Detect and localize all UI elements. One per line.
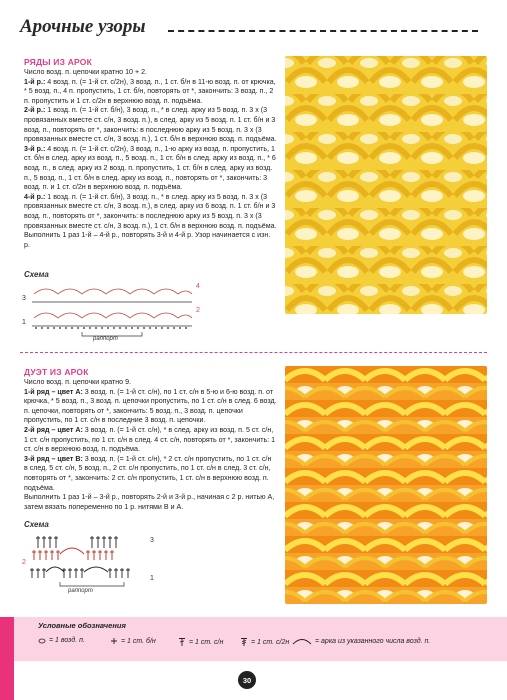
legend-accent-strip [0,617,14,700]
scheme-row-num: 1 [150,575,154,582]
section1-intro: Число возд. п. цепочки кратно 10 + 2. [24,68,147,76]
section2-row-3: 3-й ряд – цвет В: 3 возд. п. (= 1-й ст. с/н), * 2 ст. с/н пропустить, по 1 ст. с/н в след. 5 ст. с/н, 5 возд. п., 2 ст. с/н пропустить, по 1 ст. с/н в след. 3 ст. с/н, повторять от *, закончить: 2 ст. с/н пропустить, 1 ст. с/н в верхнюю возд. п. подъёма. [24,454,272,492]
legend-item-single-crochet: = 1 ст. б/н [110,637,156,645]
title-divider [168,30,478,32]
section1-heading: РЯДЫ ИЗ АРОК [24,57,92,67]
section2-repeat-label: раппорт [68,588,93,594]
section1-row-2: 2-й р.: 1 возд. п. (= 1-й ст. б/н), 3 возд. п., * в след. арку из 5 возд. п. 3 х (3 провязанных вместе ст. с/н, 3 возд. п.), в след. арку из 5 возд. п. 1 ст. б/н и 3 возд. п., повторять от *, закончить: в последнюю арку из 5 возд. п. 3 х (3 провязанных вместе ст. с/н, 3 возд. п.), 1 ст. б/н в верхнюю возд. п. подъёма. [24,106,277,144]
yellow-swatch-photo [285,56,487,314]
scheme-row-num: 2 [196,307,200,314]
legend-item-chain: = 1 возд. п. [38,637,85,644]
orange-swatch-photo [285,366,487,604]
section-divider [20,352,487,353]
section2-scheme-label: Схема [24,520,49,529]
section2-row-2: 2-й ряд – цвет А: 3 возд. п. (= 1-й ст. с/н), * в след. арку из возд. п. 5 ст. с/н, 1 ст. с/н пропустить, по 1 ст. с/н в след. 4 ст. с/н, повторять от *, закончить: 1 ст. с/н в верхнюю возд. п. подъёма. [24,425,276,454]
scheme-row-num: 3 [22,295,26,302]
page-number: 30 [238,671,256,689]
section2-row-1: 1-й ряд – цвет А: 3 возд. п. (= 1-й ст. с/н), по 1 ст. с/н в 5-ю и 6-ю возд. п. от крючка, * 5 возд. п., 3 возд. п. цепочки пропустить, по 1 ст. с/н в след. 6 возд. п. цепочки, повторять от *, закончить: 5 возд. п., 3 возд. п. цепочки пропустить, по 1 ст. с/н в последние 3 возд. п. цепочки. [24,387,277,425]
legend-title: Условные обозначения [38,621,126,630]
page-title: Арочные узоры [20,16,146,37]
section2-outro: Выполнить 1 раз 1-й – 3-й р., повторять 2-й и 3-й р., начиная с 2 р. нитью А, затем вязать попеременно по 1 р. нитями В и А. [24,493,275,511]
scheme-row-num: 1 [22,319,26,326]
section2-heading: ДУЭТ ИЗ АРОК [24,367,89,377]
single-crochet-icon [110,637,118,645]
scheme-row-num: 4 [196,283,200,290]
double-crochet-icon [178,637,186,647]
section2-instructions [24,378,277,512]
section1-repeat-label: раппорт [93,336,118,342]
section1-row-1: 1-й р.: 4 возд. п. (= 1-й ст. с/2н), 3 возд. п., 1 ст. б/н в 11-ю возд. п. от крючка, * 5 возд. п., 4 п. пропустить, 1 ст. б/н, повторять от *, закончить: 3 возд. п., 2 п. пропустить и 1 ст. с/2н в верхнюю возд. п. подъёма. [24,77,276,105]
legend-item-double-crochet: = 1 ст. с/н [178,637,223,647]
section1-instructions [24,68,277,250]
chain-stitch-icon [38,638,46,644]
chain-arc-icon [292,637,312,645]
treble-crochet-icon [240,637,248,647]
legend-item-treble-crochet: = 1 ст. с/2н [240,637,289,647]
section1-row-3: 3-й р.: 4 возд. п. (= 1-й ст. с/2н), 3 возд. п., 1-ю арку из возд. п. пропустить, 1 ст. б/н в след. арку из возд. п., 5 возд. п., 1 ст. б/н в след. арку из возд. п., * 6 возд. п., в след. арку из 2 возд. п. пропустить, 1 ст. б/н в след. арку из возд. п., 5 возд. п., 1 ст. б/н в след. арку из возд. п., повторять от *, закончить: 3 возд. п. и 1 ст. с/2н в верхнюю возд. п. подъёма. [24,144,276,192]
section1-outro: Выполнить 1 раз 1-й – 4-й р., повторять 3-й и 4-й р. Узор начинается с изн. р. [24,231,271,249]
section2-scheme-diagram [20,530,170,595]
section1-scheme-label: Схема [24,270,49,279]
scheme-row-num: 3 [150,537,154,544]
section2-intro: Число возд. п. цепочки кратно 9. [24,378,132,386]
scheme-row-num: 2 [22,559,26,566]
section1-row-4: 4-й р.: 1 возд. п. (= 1-й ст. б/н), 3 возд. п., * в след. арку из 5 возд. п. 3 х (3 провязанных вместе ст. с/н, 3 возд. п.), в след. арку из 6 возд. п. 1 ст. б/н и 3 возд. п., повторять от *, закончить: в последнюю арку из 5 возд. п. 3 х (3 провязанных вместе ст. с/н, 3 возд. п.), 1 ст. б/н в верхнюю возд. п. подъёма. [24,192,277,230]
legend-item-chain-arc: = арка из указанного числа возд. п. [292,637,430,645]
